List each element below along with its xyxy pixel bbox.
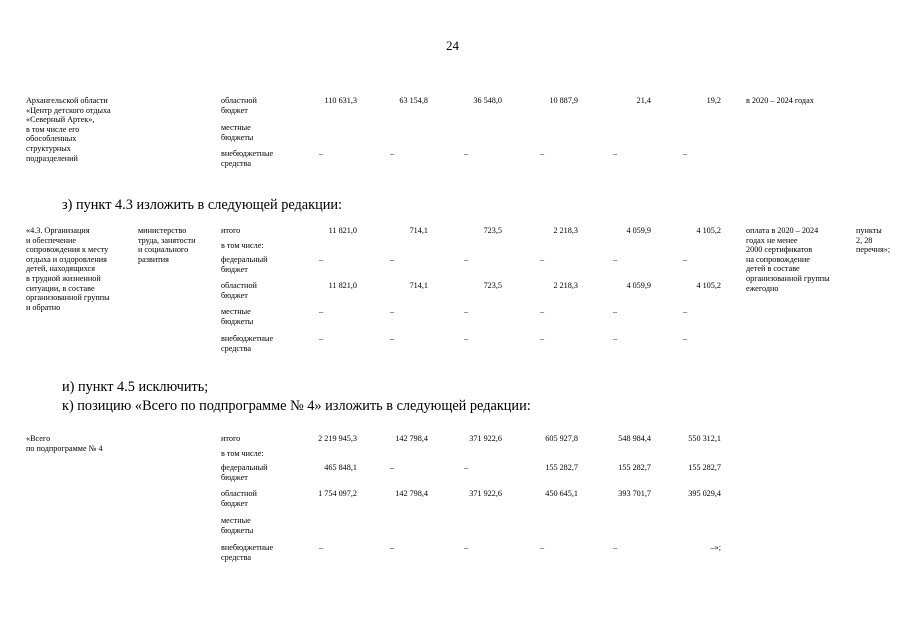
row-name: «Центр детского отдыха: [26, 105, 111, 115]
cell-value: 10 887,9: [549, 96, 578, 105]
cell-value: –: [389, 255, 395, 264]
cell-value: 4 105,2: [696, 226, 721, 235]
result-text: оплата в 2020 – 2024: [746, 226, 819, 235]
executor: и социального: [138, 245, 189, 255]
row-name: Архангельской области: [26, 96, 108, 105]
cell-value: –: [539, 334, 545, 343]
result-text: организованной группы: [746, 274, 830, 283]
cell-value: –: [539, 149, 545, 158]
funding-source-label: бюджет: [221, 290, 248, 300]
cell-value: 550 312,1: [688, 434, 721, 443]
row-name: подразделений: [26, 153, 78, 163]
funding-source-label: областной: [221, 489, 257, 498]
executor: министерство: [138, 226, 187, 235]
row-name: и обеспечение: [26, 235, 77, 245]
cell-value: 142 798,4: [395, 434, 428, 443]
result-text: годах не менее: [746, 235, 798, 245]
cell-value: –: [612, 307, 618, 316]
points-text: перечня»;: [856, 245, 891, 255]
cell-value: –: [539, 307, 545, 316]
funding-source-label: бюджет: [221, 472, 248, 482]
funding-source-label: в том числе:: [221, 241, 264, 250]
result-text: детей в составе: [746, 264, 800, 274]
cell-value: –: [389, 463, 395, 472]
cell-value: –: [389, 307, 395, 316]
cell-value: –: [463, 149, 469, 158]
row-name: «Северный Артек»,: [26, 115, 95, 125]
row-name: «4.3. Организация: [26, 226, 90, 235]
cell-value: 155 282,7: [688, 463, 721, 472]
cell-value: –: [318, 307, 324, 316]
cell-value: –: [682, 255, 688, 264]
cell-value: 371 922,6: [469, 434, 502, 443]
funding-source-label: федеральный: [221, 463, 268, 472]
cell-value: 155 282,7: [618, 463, 651, 472]
heading-k: к) позицию «Всего по подпрограмме № 4» изложить в следующей редакции:: [62, 398, 531, 414]
cell-value: –: [612, 543, 618, 552]
cell-value: –: [612, 149, 618, 158]
cell-value: 142 798,4: [395, 489, 428, 498]
funding-source-label: бюджеты: [221, 132, 254, 142]
cell-value: 21,4: [636, 96, 651, 105]
cell-value: –: [463, 543, 469, 552]
cell-value: 11 821,0: [328, 226, 357, 235]
cell-value: 723,5: [483, 226, 502, 235]
cell-value: 110 631,3: [324, 96, 357, 105]
points-text: пункты: [856, 226, 882, 235]
result-text: на сопровождение: [746, 254, 810, 264]
funding-source-label: итого: [221, 434, 241, 443]
cell-value: 4 105,2: [696, 281, 721, 290]
funding-source-label: внебюджетные: [221, 543, 274, 552]
row-name: и обратно: [26, 302, 61, 312]
cell-value: 393 701,7: [618, 489, 651, 498]
row-name: детей, находящихся: [26, 264, 96, 274]
cell-value: –: [463, 334, 469, 343]
cell-value: –: [389, 543, 395, 552]
cell-value: 723,5: [483, 281, 502, 290]
funding-source-label: средства: [221, 552, 252, 562]
cell-value: 714,1: [409, 226, 428, 235]
cell-value: –: [318, 149, 324, 158]
heading-i: и) пункт 4.5 исключить;: [62, 379, 209, 395]
cell-value: –: [318, 543, 324, 552]
result-text: 2000 сертификатов: [746, 245, 813, 255]
cell-value: –»;: [710, 543, 721, 552]
executor: труда, занятости: [138, 235, 196, 245]
cell-value: –: [463, 307, 469, 316]
executor: развития: [138, 254, 169, 264]
funding-source-label: внебюджетные: [221, 149, 274, 158]
term: в 2020 – 2024 годах: [746, 96, 814, 105]
cell-value: 4 059,9: [626, 281, 651, 290]
funding-source-label: итого: [221, 226, 241, 235]
funding-source-label: средства: [221, 343, 252, 353]
cell-value: –: [318, 334, 324, 343]
heading-z: з) пункт 4.3 изложить в следующей редакции:: [62, 197, 342, 213]
cell-value: –: [682, 334, 688, 343]
cell-value: 465 848,1: [324, 463, 357, 472]
cell-value: 605 927,8: [545, 434, 578, 443]
cell-value: 1 754 097,2: [318, 489, 357, 498]
cell-value: 11 821,0: [328, 281, 357, 290]
cell-value: –: [318, 255, 324, 264]
row-name: отдыха и оздоровления: [26, 254, 107, 264]
cell-value: 2 219 945,3: [318, 434, 357, 443]
funding-source-label: областной: [221, 96, 257, 105]
funding-source-label: бюджет: [221, 498, 248, 508]
row-name: ситуации, в составе: [26, 283, 95, 293]
cell-value: –: [463, 255, 469, 264]
cell-value: 19,2: [706, 96, 721, 105]
cell-value: 450 645,1: [545, 489, 578, 498]
cell-value: –: [389, 334, 395, 343]
cell-value: 155 282,7: [545, 463, 578, 472]
cell-value: 395 029,4: [688, 489, 721, 498]
cell-value: 714,1: [409, 281, 428, 290]
row-name: в трудной жизненной: [26, 274, 101, 283]
cell-value: 36 548,0: [473, 96, 502, 105]
cell-value: –: [389, 149, 395, 158]
cell-value: –: [612, 334, 618, 343]
row-name: организованной группы: [26, 293, 110, 303]
result-text: ежегодно: [746, 283, 779, 293]
cell-value: 2 218,3: [553, 226, 578, 235]
funding-source-label: областной: [221, 281, 257, 290]
cell-value: –: [539, 255, 545, 264]
funding-source-label: бюджет: [221, 264, 248, 274]
funding-source-label: бюджет: [221, 105, 248, 115]
cell-value: –: [463, 463, 469, 472]
cell-value: –: [539, 543, 545, 552]
row-name: структурных: [26, 144, 71, 153]
cell-value: 371 922,6: [469, 489, 502, 498]
page-number: 24: [446, 38, 459, 53]
funding-source-label: местные: [221, 307, 251, 316]
funding-source-label: бюджеты: [221, 525, 254, 535]
row-name: обособленных: [26, 134, 77, 144]
points-text: 2, 28: [856, 235, 873, 245]
row-name: в том числе его: [26, 124, 80, 134]
cell-value: 2 218,3: [553, 281, 578, 290]
row-name: сопровождения к месту: [26, 245, 109, 255]
cell-value: 4 059,9: [626, 226, 651, 235]
cell-value: 63 154,8: [399, 96, 428, 105]
funding-source-label: местные: [221, 123, 251, 132]
funding-source-label: внебюджетные: [221, 334, 274, 343]
funding-source-label: местные: [221, 516, 251, 525]
row-name: «Всего: [26, 434, 51, 443]
funding-source-label: средства: [221, 158, 252, 168]
funding-source-label: бюджеты: [221, 316, 254, 326]
cell-value: –: [682, 149, 688, 158]
funding-source-label: в том числе:: [221, 449, 264, 458]
cell-value: 548 984,4: [618, 434, 651, 443]
cell-value: –: [682, 307, 688, 316]
cell-value: –: [612, 255, 618, 264]
row-name: по подпрограмме № 4: [26, 443, 103, 453]
funding-source-label: федеральный: [221, 255, 268, 264]
